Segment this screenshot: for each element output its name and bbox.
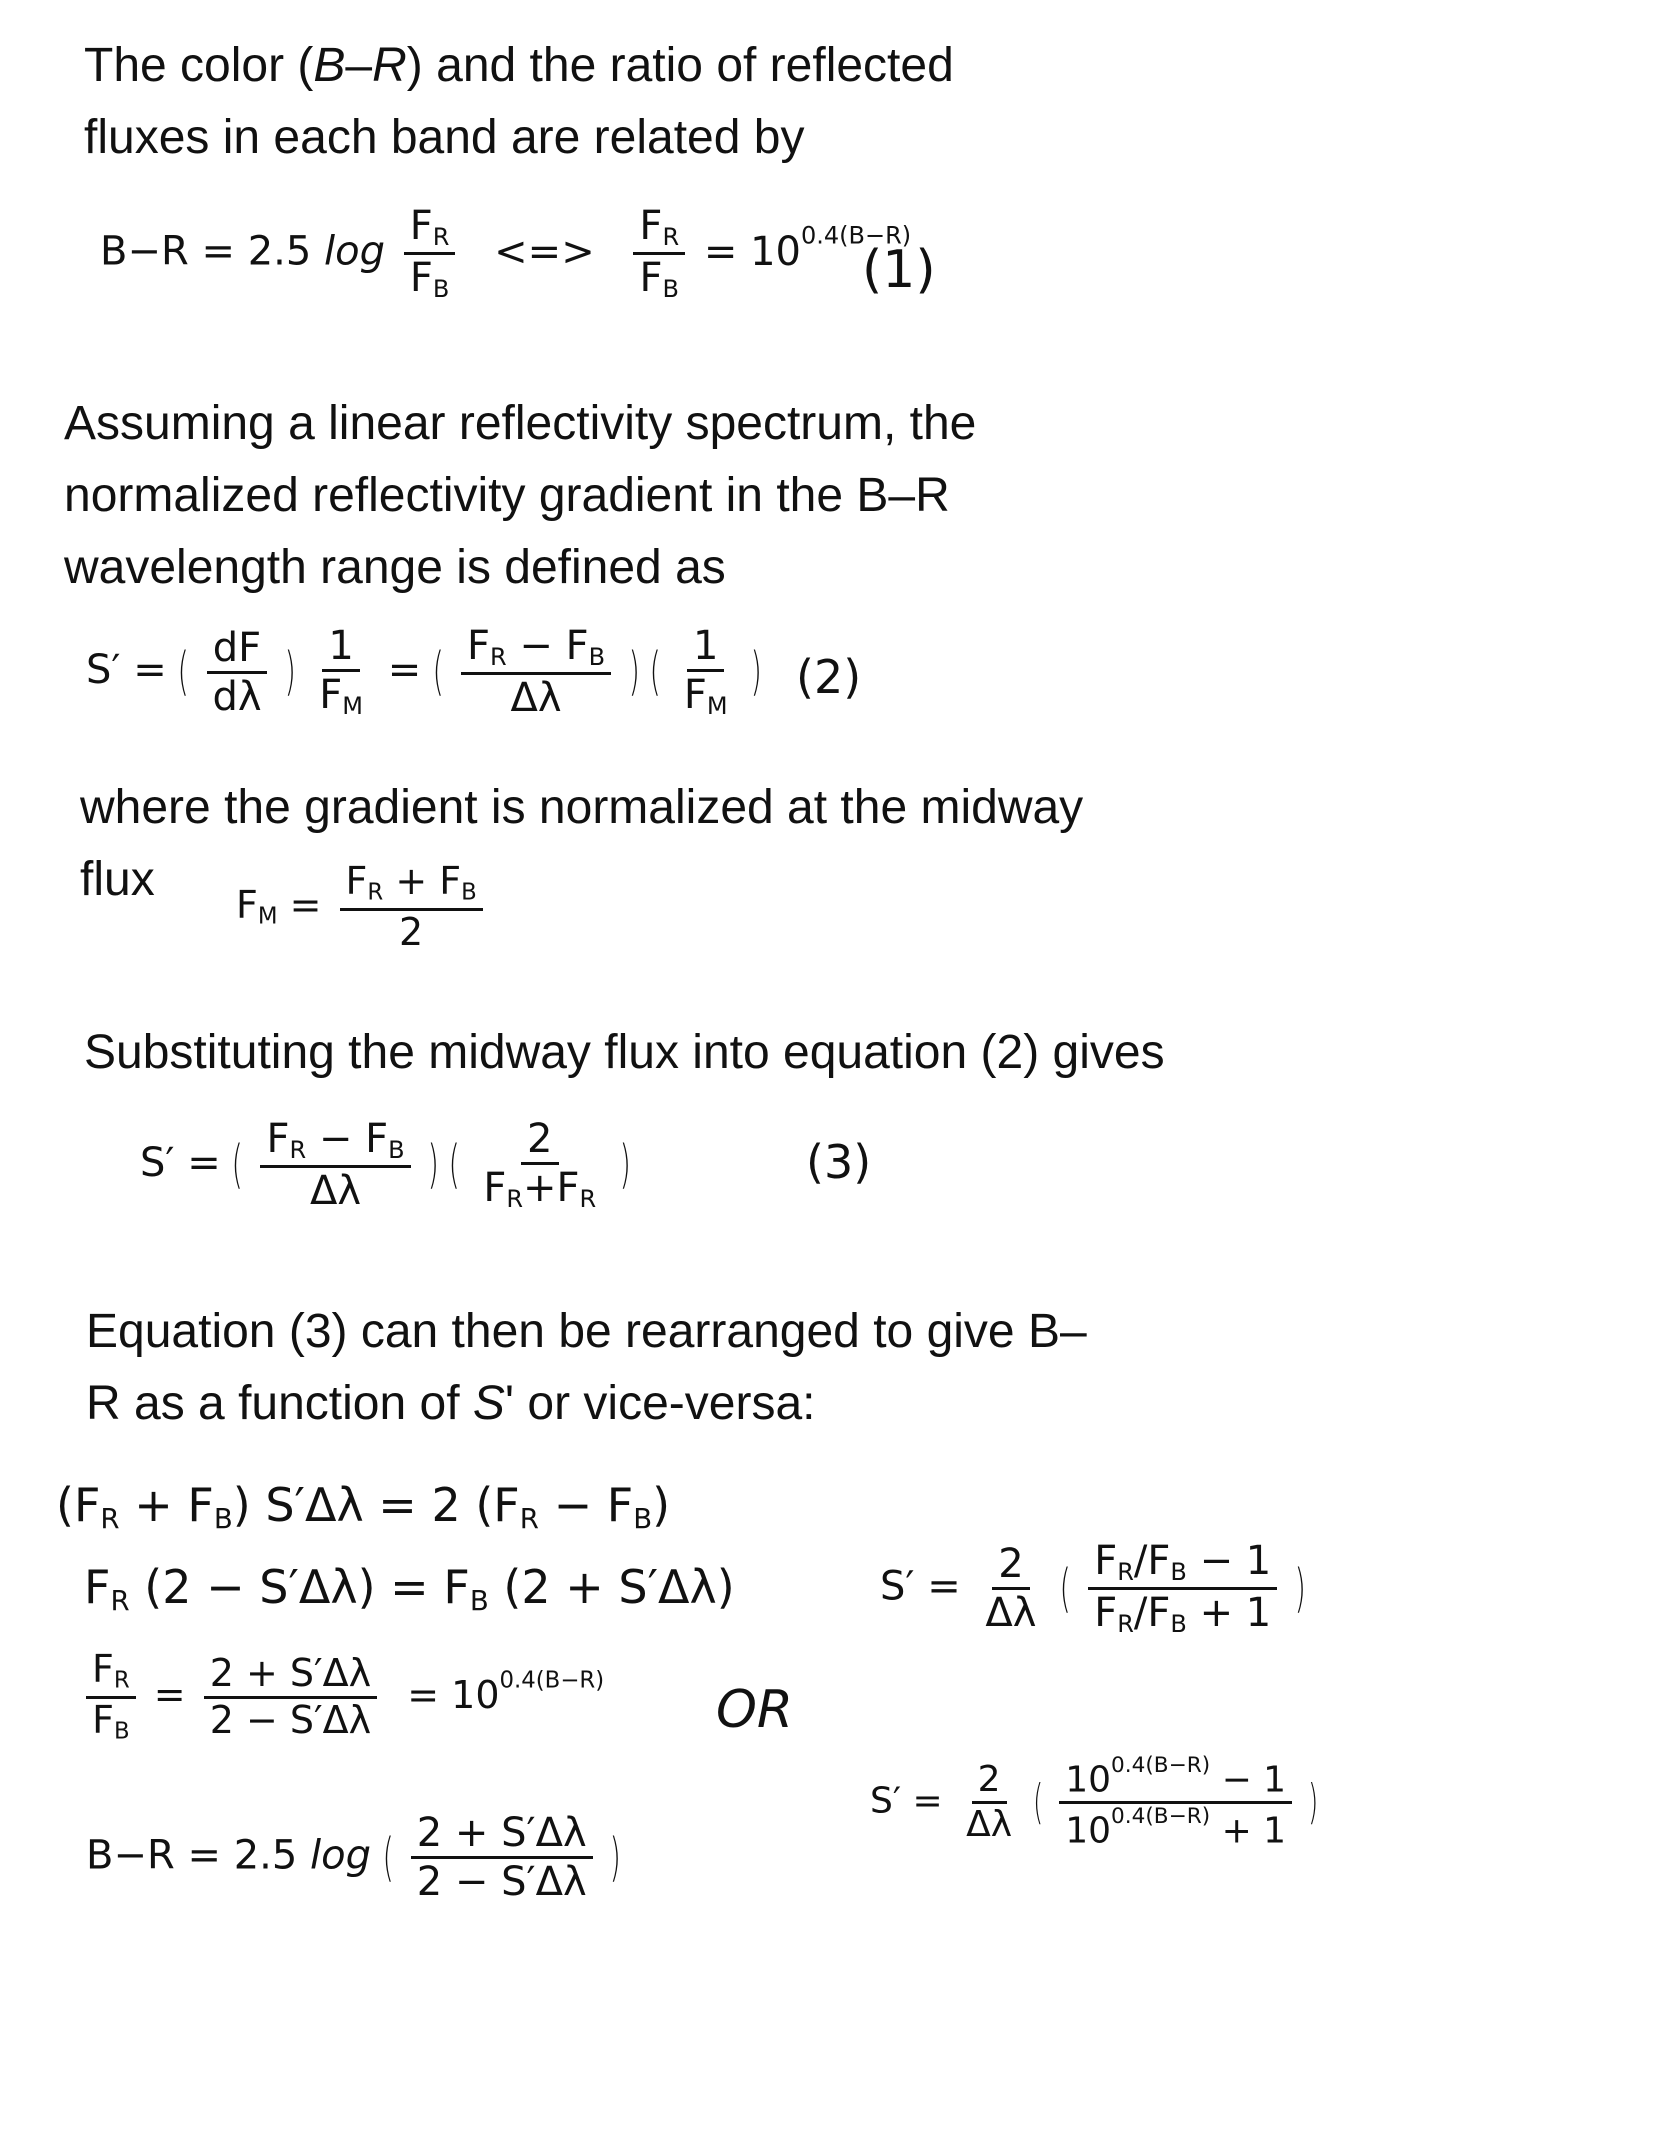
- step3-right: = $10^{0.4(B-R)}$: [407, 1667, 605, 1717]
- eq1-frac-b: $\frac{F_R}{F_B}$: [633, 205, 685, 302]
- midway-flux-formula: [236, 859, 489, 954]
- paragraph-5-line-1: Equation (3) can then be rearranged to give B–: [86, 1305, 1087, 1358]
- step3-frac-s: $\frac{2 + S'\Delta\lambda}{2 - S'\Delta\lambda}$: [204, 1654, 377, 1741]
- rf2-lparen: (: [1033, 1775, 1044, 1830]
- r-symbol: R: [372, 39, 407, 92]
- eq2-rparen-3: ): [750, 642, 762, 703]
- equation-number-2: (2): [796, 650, 862, 704]
- rf2-frac-ratio: $\frac{10^{0.4(B-R)} - 1}{10^{0.4(B-R)} + 1}$: [1059, 1755, 1292, 1850]
- rf1-rparen: ): [1294, 1558, 1306, 1619]
- eq1-left: B−R = 2.5 log: [100, 228, 386, 275]
- equation-number-1: (1): [862, 240, 936, 300]
- equation-number-3: (3): [806, 1135, 872, 1189]
- paragraph-5-line-2: [86, 1368, 815, 1440]
- eq1-frac-a: $\frac{F_R}{F_B}$: [404, 205, 456, 302]
- paragraph-3-line-2: flux: [80, 853, 155, 906]
- eq1-iff: <=>: [494, 228, 595, 275]
- rf1-frac-ratio: $\frac{F_R/F_B - 1}{F_R/F_B + 1}$: [1088, 1540, 1277, 1637]
- rf2-frac-2dl: $\frac{2}{\Delta\lambda}$: [966, 1759, 1013, 1846]
- s-prime-formula-color: [870, 1755, 1316, 1850]
- eq2-frac-dfdl: $\frac{dF}{d\lambda}$: [206, 627, 267, 718]
- rf1-frac-2dl: $\frac{2}{\Delta\lambda}$: [985, 1541, 1037, 1637]
- eq3-rparen: ): [427, 1135, 440, 1196]
- step4-left: B−R = 2.5 log: [86, 1832, 372, 1879]
- eq2-frac-diff: $\frac{F_R - F_B}{\Delta\lambda}$: [461, 625, 611, 719]
- s-symbol: S: [472, 1377, 505, 1430]
- p1-text-1: The color (: [84, 39, 314, 92]
- paragraph-2-line-2: normalized reflectivity gradient in the B–R: [64, 469, 950, 522]
- or-label: OR: [716, 1680, 794, 1740]
- rf2-rparen: ): [1307, 1775, 1318, 1830]
- step3-eq-a: =: [153, 1672, 186, 1717]
- rf1-s: S′ =: [880, 1563, 961, 1610]
- rf1-lparen: (: [1059, 1558, 1071, 1619]
- s-prime-formula-flux: [880, 1540, 1304, 1637]
- paragraph-2-line-1: Assuming a linear reflectivity spectrum, the: [64, 397, 977, 450]
- rf2-s: S′ =: [870, 1780, 943, 1822]
- eq2-frac-1fm-b: $\frac{1}{F_M}$: [683, 623, 728, 720]
- step4-lparen: (: [382, 1827, 394, 1888]
- fm-label: $F_M$ =: [236, 882, 322, 930]
- eq3-frac-diff: $\frac{F_R - F_B}{\Delta\lambda}$: [260, 1118, 410, 1212]
- fm-frac: $\frac{F_R + F_B}{2}$: [340, 862, 483, 953]
- eq2-equals: =: [387, 647, 422, 694]
- eq2-rparen-2: ): [628, 642, 640, 703]
- derivation-step-1: $(F_R + F_B) S'\Delta\lambda = 2$ $(F_R - F_B)$: [56, 1478, 671, 1535]
- paragraph-1-line-2: fluxes in each band are related by: [84, 111, 805, 164]
- dash: –: [345, 39, 373, 92]
- equation-1: [100, 205, 911, 302]
- eq3-lparen: (: [231, 1135, 244, 1196]
- eq2-lparen-3: (: [649, 642, 661, 703]
- derivation-step-2: $F_R$ $(2 - S'\Delta\lambda) = F_B$ (2 + S′Δλ): [84, 1560, 735, 1617]
- equation-2: [86, 623, 762, 722]
- b-symbol: B: [313, 39, 346, 92]
- step3-frac-flux: $\frac{F_R}{F_B}$: [86, 1650, 136, 1744]
- eq2-frac-1fm: $\frac{1}{F_M}$: [319, 623, 363, 720]
- step4-frac: $\frac{2 + S'\Delta\lambda}{2 - S'\Delta\lambda}$: [411, 1812, 593, 1903]
- eq2-lparen-2: (: [432, 642, 444, 703]
- p5-text-b: ' or vice-versa:: [504, 1377, 816, 1430]
- eq3-s-prime: S′ =: [140, 1140, 221, 1187]
- eq2-s-prime: S′ =: [86, 647, 167, 694]
- derivation-step-3: [80, 1647, 605, 1745]
- paragraph-1-line-1: [84, 30, 954, 102]
- eq3-lparen-2: (: [448, 1135, 461, 1196]
- paragraph-2-line-3: wavelength range is defined as: [64, 541, 726, 594]
- eq2-lparen: (: [177, 642, 190, 703]
- eq2-rparen: ): [284, 642, 296, 703]
- p5-text-a: R as a function of: [86, 1377, 473, 1430]
- paragraph-4-line-1: Substituting the midway flux into equation (2) gives: [84, 1026, 1165, 1079]
- step4-rparen: ): [609, 1827, 622, 1888]
- paragraph-3-line-1: where the gradient is normalized at the midway: [80, 781, 1084, 834]
- eq3-frac-2: $\frac{2}{F_R+F_R}$: [483, 1116, 597, 1213]
- eq1-right: = $10^{0.4(B-R)}$: [703, 221, 912, 275]
- equation-3: [140, 1116, 631, 1215]
- eq3-rparen-2: ): [619, 1135, 631, 1196]
- derivation-step-4: [86, 1812, 620, 1903]
- p1-text-rest: ) and the ratio of reflected: [406, 39, 954, 92]
